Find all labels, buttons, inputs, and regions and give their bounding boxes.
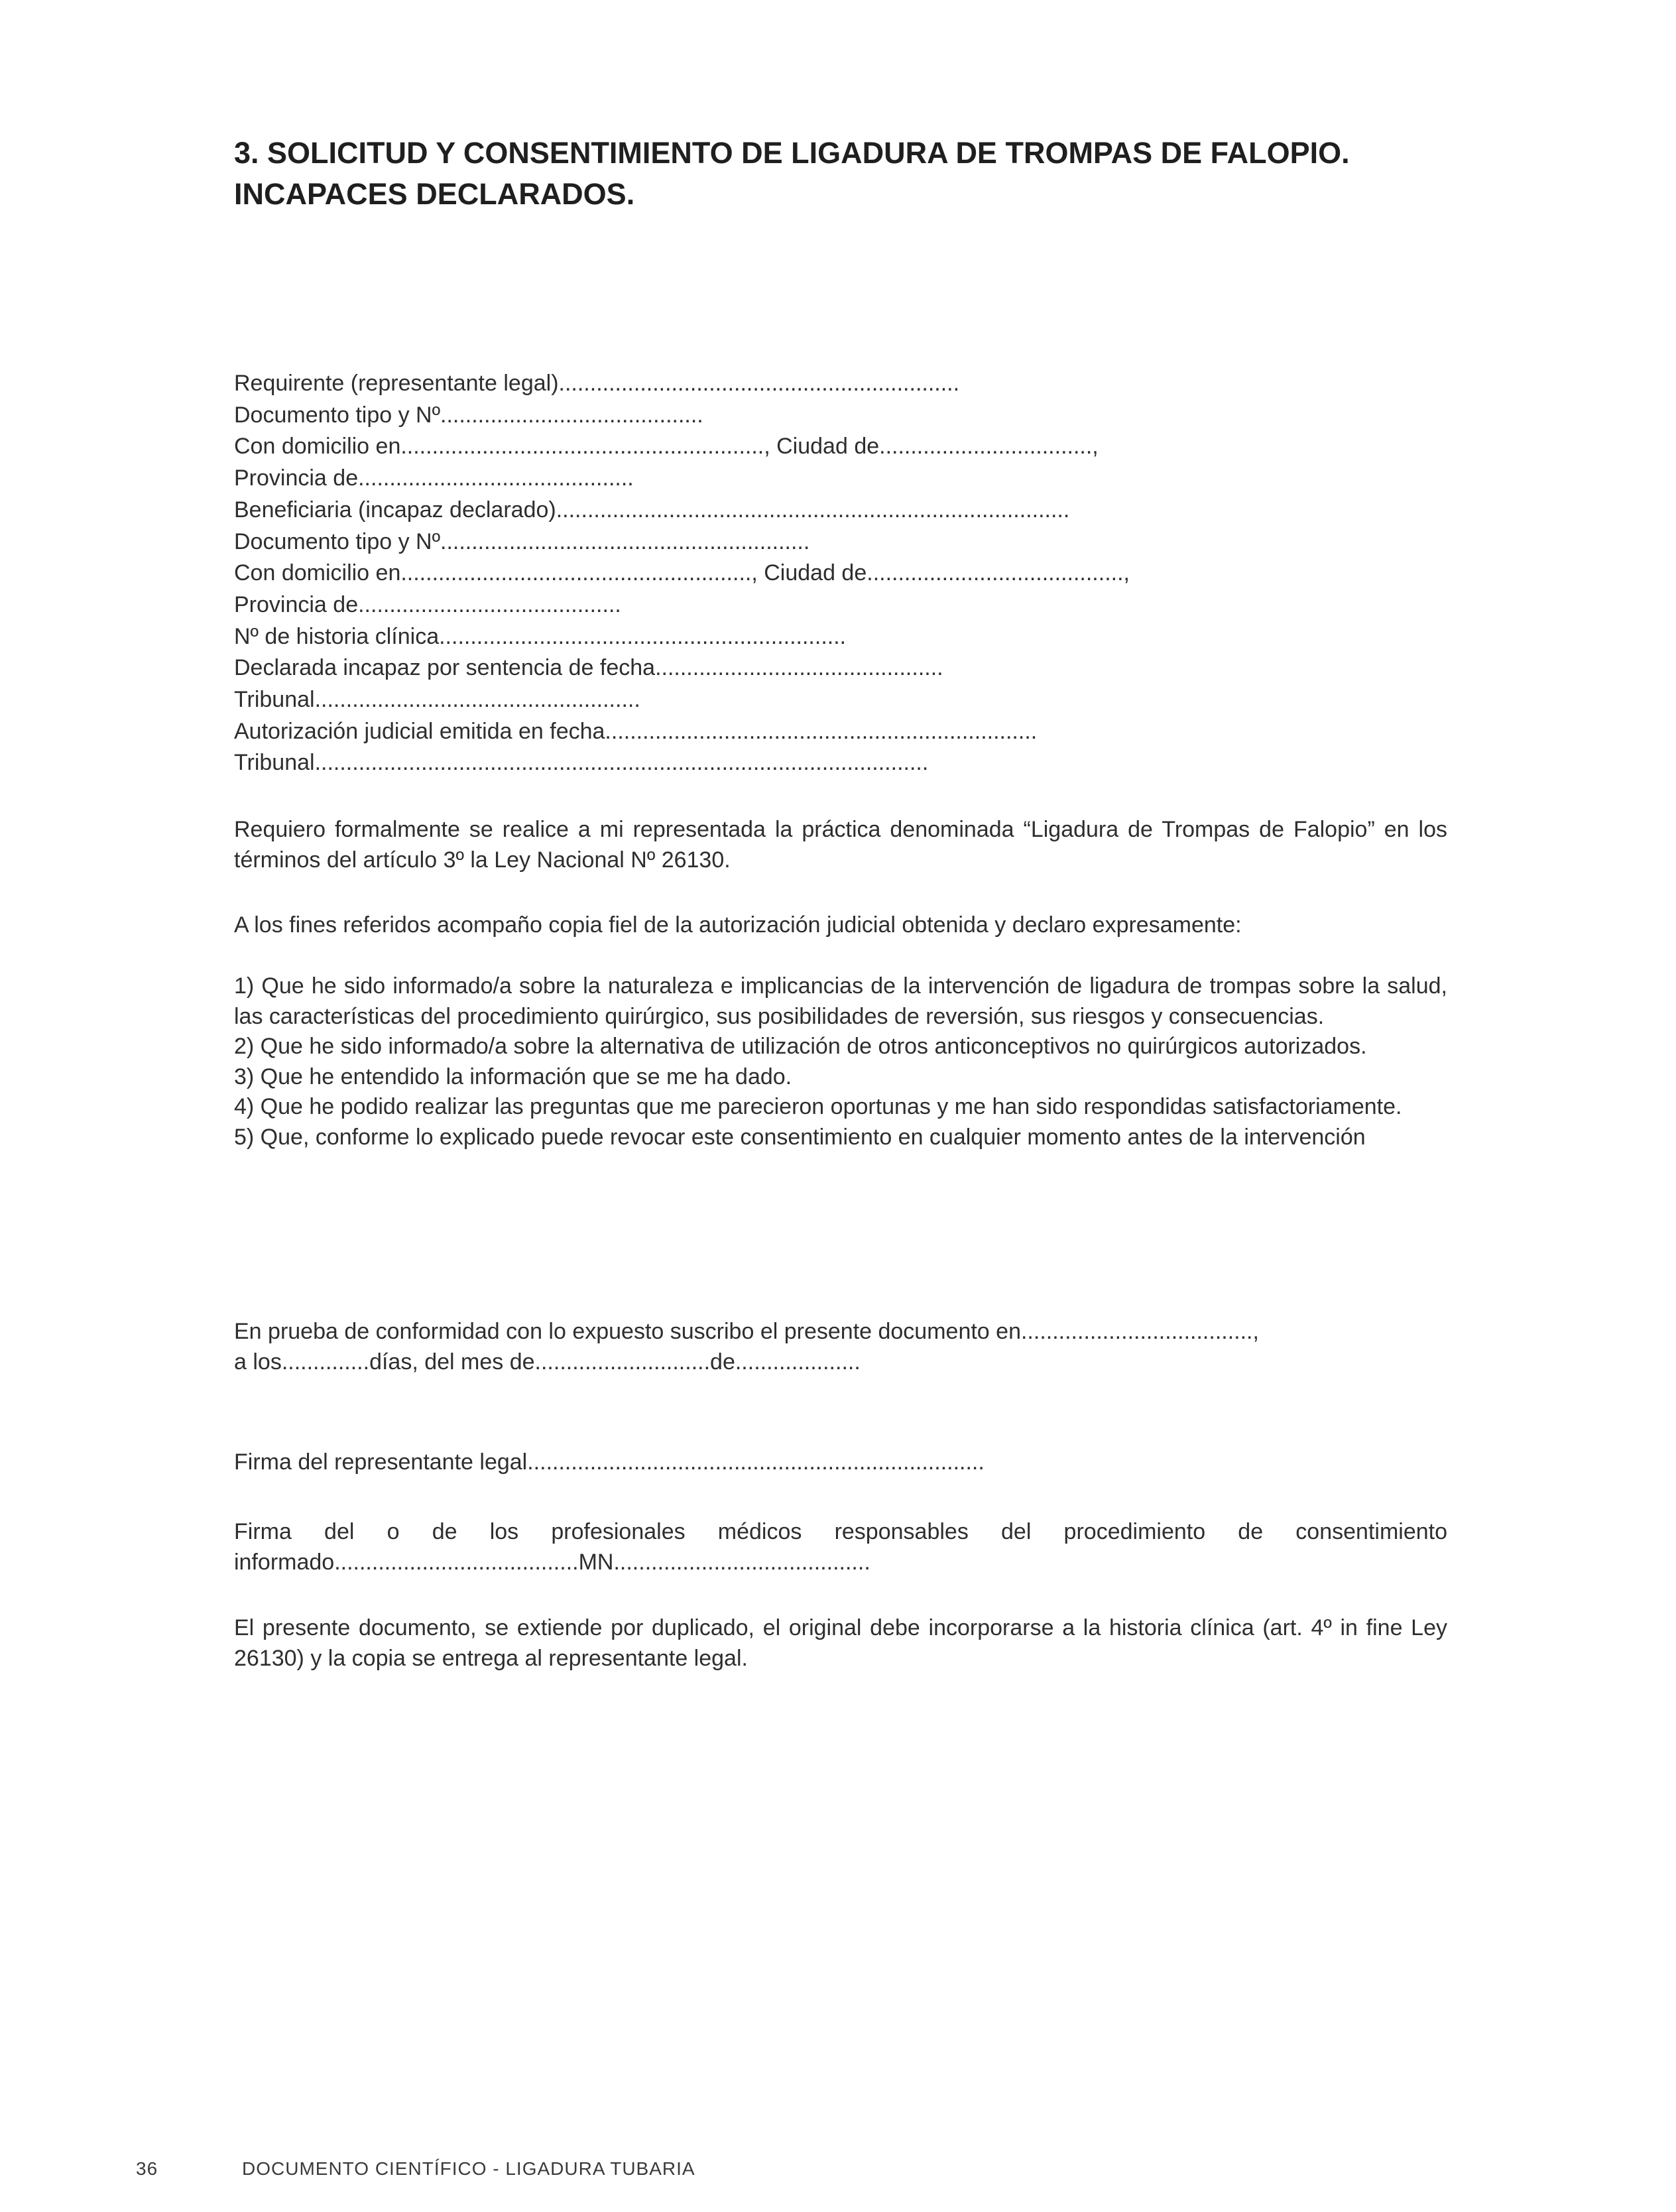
declarations-list	[234, 971, 1447, 1152]
request-text: Requiero formalmente se realice a mi representada la práctica denominada “Ligadura de Trompas de Falopio” en los términos del artículo 3º la Ley Nacional Nº 26130.	[234, 817, 1447, 873]
field-requirente: Requirente (representante legal)................................................................	[234, 371, 960, 396]
field-provincia-requirente: Provincia de............................................	[234, 465, 634, 491]
field-historia-clinica: Nº de historia clínica.................................................................	[234, 623, 847, 649]
declaration-item-1: 1) Que he sido informado/a sobre la naturaleza e implicancias de la intervención de ligadura de trompas sobre la salud, las características del procedimiento quirúrgico, sus posibilidades de reversión, sus riesgos y consecuencias.	[234, 973, 1447, 1029]
conformity-line-1: En prueba de conformidad con lo expuesto suscribo el presente documento en.....................................,	[234, 1319, 1259, 1344]
running-title: DOCUMENTO CIENTÍFICO - LIGADURA TUBARIA	[242, 2158, 695, 2179]
field-domicilio-beneficiaria: Con domicilio en........................................................, Ciudad de.........................................,	[234, 560, 1130, 586]
field-sentencia-fecha: Declarada incapaz por sentencia de fecha..............................................	[234, 655, 943, 681]
document-title	[234, 133, 1494, 215]
request-paragraph	[234, 815, 1447, 875]
conformity-line-2: a los..............días, del mes de............................de....................	[234, 1349, 861, 1375]
signature-representative-text: Firma del representante legal.........................................................................	[234, 1449, 985, 1475]
declaration-item-2: 2) Que he sido informado/a sobre la alternativa de utilización de otros anticonceptivos no quirúrgicos autorizados.	[234, 1034, 1367, 1059]
field-documento-beneficiaria: Documento tipo y Nº...........................................................	[234, 528, 810, 554]
field-tribunal-autorizacion: Tribunal..................................................................................................	[234, 750, 929, 776]
page-number: 36	[136, 2158, 158, 2179]
closing-text: El presente documento, se extiende por duplicado, el original debe incorporarse a la historia clínica (art. 4º in fine Ley 26130) y la copia se entrega al representante legal.	[234, 1615, 1447, 1671]
title-line-2: INCAPACES DECLARADOS.	[234, 177, 635, 211]
title-line-1: 3. SOLICITUD Y CONSENTIMIENTO DE LIGADURA DE TROMPAS DE FALOPIO.	[234, 136, 1350, 170]
declaration-item-5: 5) Que, conforme lo explicado puede revocar este consentimiento en cualquier momento antes de la intervención	[234, 1124, 1366, 1150]
conformity-block	[234, 1317, 1447, 1377]
field-provincia-beneficiaria: Provincia de..........................................	[234, 591, 621, 617]
field-autorizacion-fecha: Autorización judicial emitida en fecha.....................................................................	[234, 718, 1038, 744]
signature-professionals	[234, 1517, 1447, 1577]
declaration-intro	[234, 910, 1447, 941]
closing-paragraph	[234, 1613, 1447, 1674]
declaration-intro-text: A los fines referidos acompaño copia fiel de la autorización judicial obtenida y declaro expresamente:	[234, 912, 1242, 938]
field-beneficiaria: Beneficiaria (incapaz declarado)..................................................................................	[234, 497, 1070, 522]
form-fields	[234, 368, 1447, 779]
field-domicilio-requirente: Con domicilio en.........................................................., Ciudad de..................................,	[234, 434, 1099, 460]
declaration-item-4: 4) Que he podido realizar las preguntas que me parecieron oportunas y me han sido respondidas satisfactoriamente.	[234, 1094, 1402, 1119]
signature-representative	[234, 1447, 1447, 1478]
field-documento-requirente: Documento tipo y Nº..........................................	[234, 402, 703, 428]
signature-professionals-text: Firma del o de los profesionales médicos responsables del procedimiento de consentimiento informado.......................................MN.........................................	[234, 1519, 1447, 1575]
page-footer	[136, 2158, 695, 2180]
declaration-item-3: 3) Que he entendido la información que se me ha dado.	[234, 1064, 792, 1089]
field-tribunal-sentencia: Tribunal....................................................	[234, 687, 640, 713]
